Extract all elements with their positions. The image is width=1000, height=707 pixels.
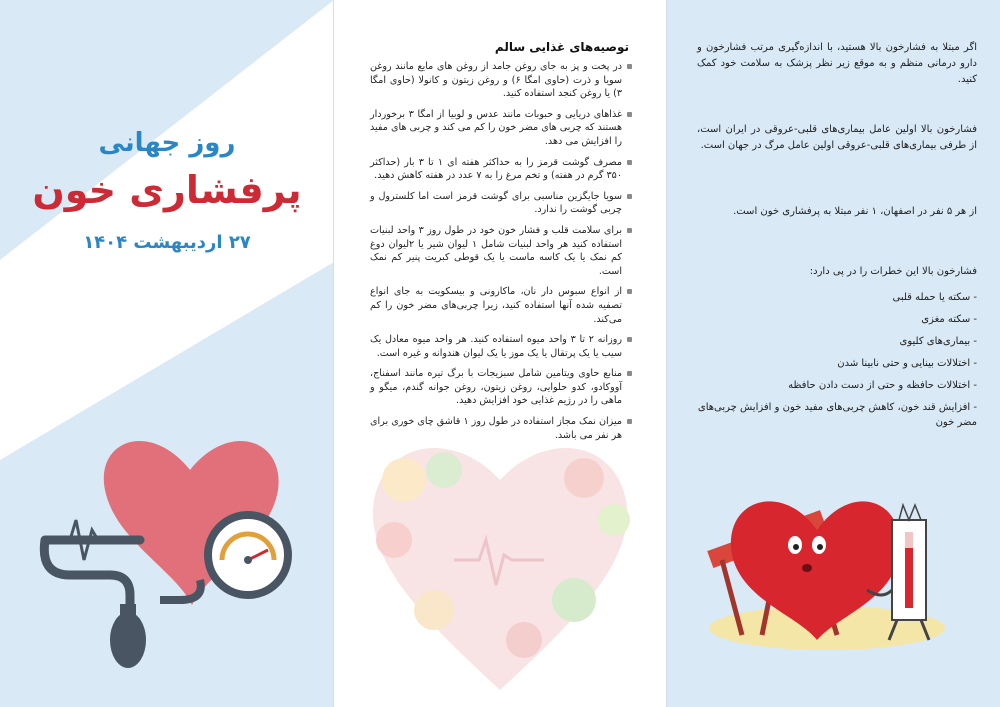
list-item: - اختلالات حافظه و حتی از دست دادن حافظه [788, 380, 977, 391]
info-panel [667, 0, 1000, 707]
paragraph-cause: فشارخون بالا اولین عامل بیماری‌های قلبی-عروقی در ایران است، از طرفی بیماری‌های قلبی-عروقی اولین عامل مرگ در جهان است. [697, 124, 977, 151]
list-item: - سکته مغزی [921, 314, 977, 325]
pump-bulb-icon [110, 612, 146, 668]
list-item: میزان نمک مجاز استفاده در طول روز ۱ قاشق چای خوری برای هر نفر می باشد. [370, 415, 632, 442]
paragraph-isfahan: از هر ۵ نفر در اصفهان، ۱ نفر مبتلا به پرفشاری خون است. [733, 206, 977, 217]
list-item: برای سلامت قلب و فشار خون خود در طول روز ۳ واحد لبنیات استفاده کنید هر واحد لبنیات شامل ۱ لیوان شیر یا ۲لیوان دوغ کم نمک یا یک کاسه ماست یا یک قوطی کبریت پنیر کم نمک است. [370, 224, 632, 278]
nutrition-panel [334, 0, 667, 707]
title-date: ۲۷ اردیبهشت ۱۴۰۴ [83, 232, 251, 253]
title-hypertension: پرفشاری خون [32, 168, 302, 212]
list-item: سویا جایگزین مناسبی برای گوشت قرمز است اما کلسترول و چربی گوشت را ندارد. [370, 190, 632, 217]
list-item: - افزایش قند خون، کاهش چربی‌های مفید خون و افزایش چربی‌های مضر خون [697, 402, 977, 428]
risks-intro: فشارخون بالا این خطرات را در پی دارد: [809, 266, 977, 277]
list-item: منابع حاوی ویتامین شامل سبزیجات با برگ تیره مانند اسفناج، آووکادو، کدو حلوایی، روغن زیتون، روغن جوانه گندم، میگو و ماهی را در رژیم غذایی خود افزایش دهید. [370, 367, 632, 408]
list-item: در پخت و پز به جای روغن جامد از روغن های مایع مانند روغن سویا و ذرت (حاوی امگا ۶) و روغن زیتون و کانولا (حاوی امگا ۳) یا روغن کنجد استفاده کنید. [370, 60, 632, 101]
list-item: مصرف گوشت قرمز را به حداکثر هفته ای ۱ تا ۳ بار (حداکثر ۳۵۰ گرم در هفته) و تخم مرغ را به ۷ عدد در هفته کاهش دهید. [370, 156, 632, 183]
nutrition-list [370, 60, 632, 449]
list-item: روزانه ۲ تا ۳ واحد میوه استفاده کنید. هر واحد میوه معادل یک سیب یا یک پرتقال یا یک موز یا یک لیوان هندوانه و غیره است. [370, 333, 632, 360]
list-item: - سکته یا حمله قلبی [892, 292, 977, 303]
title-world-day: روز جهانی [98, 128, 236, 158]
cover-panel [0, 0, 334, 707]
paragraph-monitoring: اگر مبتلا به فشارخون بالا هستید، با اندازه‌گیری مرتب فشارخون و دارو درمانی منظم و به موقع زیر نظر پزشک به سلامت خود کمک کنید. [697, 42, 977, 85]
list-item: غذاهای دریایی و حبوبات مانند عدس و لوبیا از امگا ۳ برخوردار هستند که چربی های مضر خون را کم می کند و چربی های مفید را افزایش می دهد. [370, 108, 632, 149]
list-item: - بیماری‌های کلیوی [899, 336, 977, 347]
nutrition-heading: توصیه‌های غذایی سالم [494, 40, 629, 54]
cartoon-heart-illustration [667, 0, 1000, 707]
list-item: - اختلالات بینایی و حتی نابینا شدن [837, 358, 977, 369]
heart-monitor-illustration [0, 0, 334, 707]
list-item: از انواع سبوس دار نان، ماکارونی و بیسکویت به جای انواع تصفیه شده آنها استفاده کنید، زیرا چربی‌های مضر خون را کم می‌کند. [370, 285, 632, 326]
